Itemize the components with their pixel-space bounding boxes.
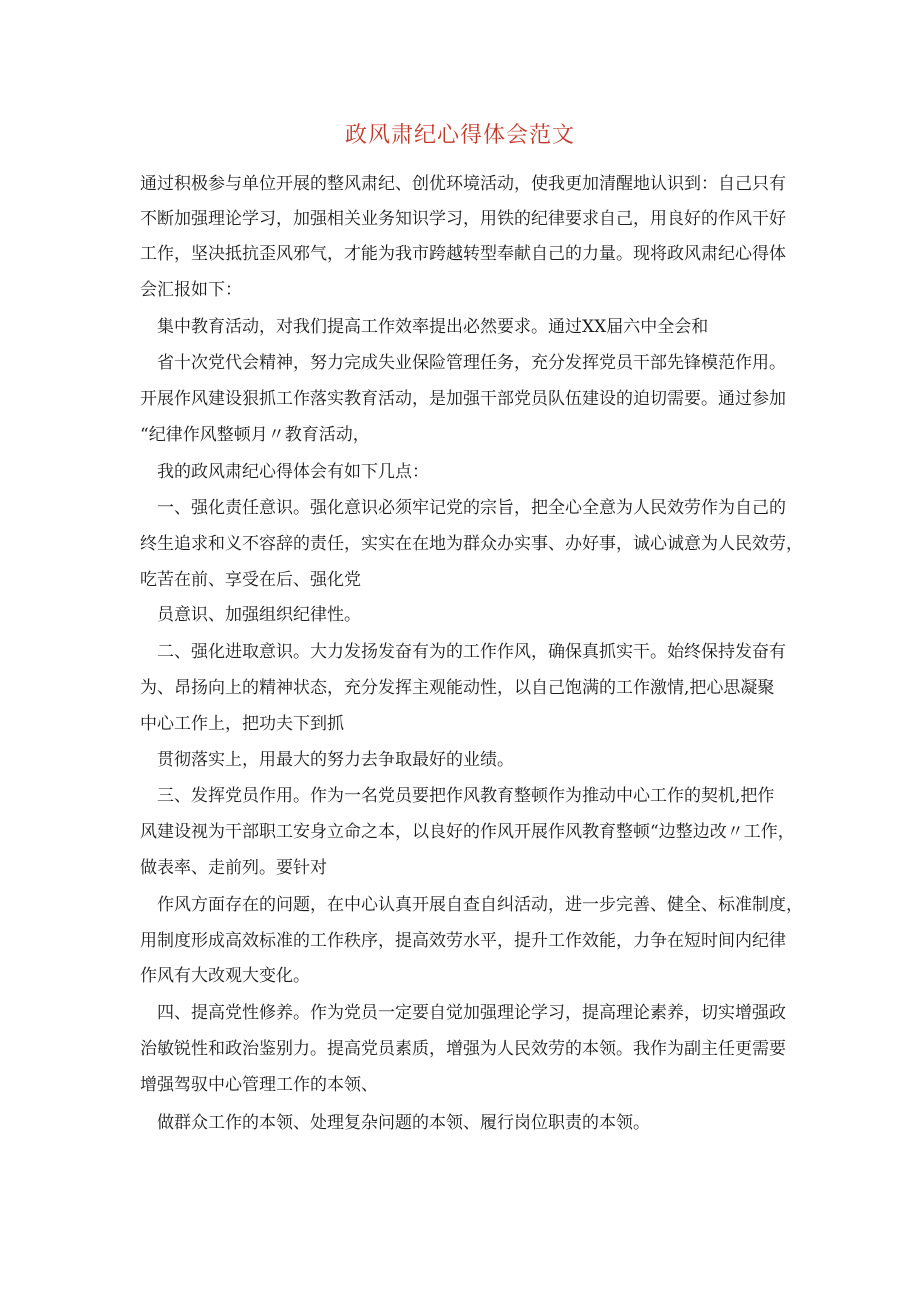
text-line: 作风有大改观大变化。	[140, 966, 310, 986]
document-title: 政风肃纪心得体会范文	[344, 123, 575, 148]
text-line: 作风方面存在的问题，在中心认真开展自查自纠活动，进一步完善、健全、标准制度，	[157, 895, 803, 915]
text-line: 做表率、走前列。要针对	[140, 858, 327, 878]
text-line: 三、发挥党员作用。作为一名党员要把作风教育整顿作为推动中心工作的契机,把作	[157, 786, 775, 806]
text-line: 增强驾驭中心管理工作的本领、	[140, 1075, 378, 1095]
text-line: 会汇报如下：	[140, 280, 242, 300]
text-line: 一、强化责任意识。强化意识必须牢记党的宗旨，把全心全意为人民效劳作为自己的	[157, 498, 786, 518]
text-line: 员意识、加强组织纪律性。	[157, 605, 361, 625]
text-line: 省十次党代会精神，努力完成失业保险管理任务，充分发挥党员干部先锋模范作用。	[157, 353, 786, 373]
text-line: 集中教育活动，对我们提高工作效率提出必然要求。通过XX届六中全会和	[157, 317, 709, 337]
text-line: 做群众工作的本领、处理复杂问题的本领、履行岗位职责的本领。	[157, 1113, 650, 1133]
text-line: 开展作风建设狠抓工作落实教育活动，是加强干部党员队伍建设的迫切需要。通过参加	[140, 389, 786, 409]
text-line: 二、强化进取意识。大力发扬发奋有为的工作作风，确保真抓实干。始终保持发奋有	[157, 642, 786, 662]
text-line: 通过积极参与单位开展的整风肃纪、创优环境活动，使我更加清醒地认识到：自己只有	[140, 174, 786, 194]
text-line: “纪律作风整顿月〃教育活动，	[140, 425, 370, 445]
text-line: 治敏锐性和政治鉴别力。提高党员素质，增强为人民效劳的本领。我作为副主任更需要	[140, 1039, 786, 1059]
text-line: 风建设视为干部职工安身立命之本，以良好的作风开展作风教育整顿“边整边改〃工作，	[140, 822, 795, 842]
text-line: 终生追求和义不容辞的责任，实实在在地为群众办实事、办好事，诚心诚意为人民效劳，	[140, 534, 803, 554]
text-line: 四、提高党性修养。作为党员一定要自觉加强理论学习，提高理论素养，切实增强政	[157, 1003, 786, 1023]
text-line: 中心工作上，把功夫下到抓	[140, 714, 344, 734]
text-line: 为、昂扬向上的精神状态，充分发挥主观能动性，以自己饱满的工作激情,把心思凝聚	[140, 678, 775, 698]
text-line: 我的政风肃纪心得体会有如下几点：	[157, 462, 429, 482]
text-line: 用制度形成高效标准的工作秩序，提高效劳水平，提升工作效能，力争在短时间内纪律	[140, 931, 786, 951]
text-line: 不断加强理论学习，加强相关业务知识学习，用铁的纪律要求自己，用良好的作风干好	[140, 209, 786, 229]
text-line: 工作，坚决抵抗歪风邪气，才能为我市跨越转型奉献自己的力量。现将政风肃纪心得体	[140, 244, 786, 264]
text-line: 吃苦在前、享受在后、强化党	[140, 570, 361, 590]
text-line: 贯彻落实上，用最大的努力去争取最好的业绩。	[157, 750, 514, 770]
